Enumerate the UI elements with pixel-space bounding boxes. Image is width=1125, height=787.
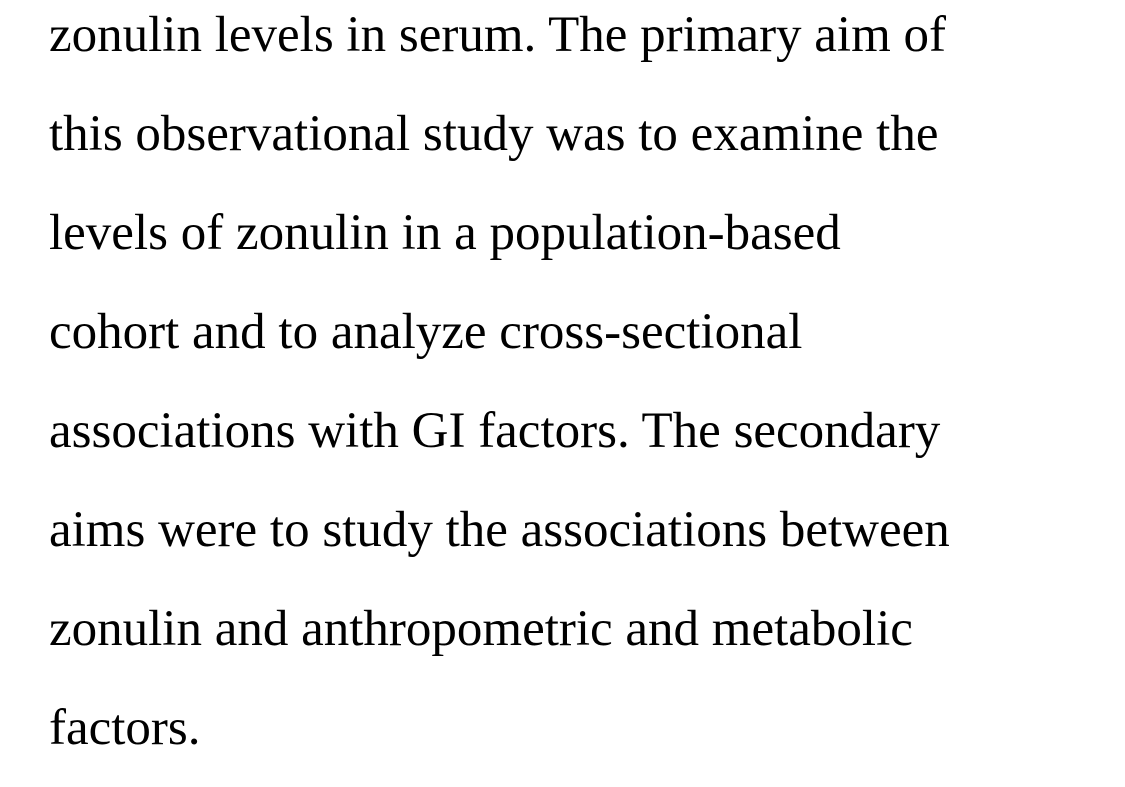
text-line: this observational study was to examine the [49, 106, 939, 162]
text-line: associations with GI factors. The secondary [49, 403, 941, 459]
text-line: levels of zonulin in a population-based [49, 205, 841, 261]
body-paragraph [49, 0, 950, 778]
text-line: zonulin levels in serum. The primary aim of [49, 7, 947, 63]
text-line: zonulin and anthropometric and metabolic [49, 601, 913, 657]
text-line: factors. [49, 700, 201, 756]
text-line: aims were to study the associations between [49, 502, 950, 558]
text-line: cohort and to analyze cross-sectional [49, 304, 803, 360]
